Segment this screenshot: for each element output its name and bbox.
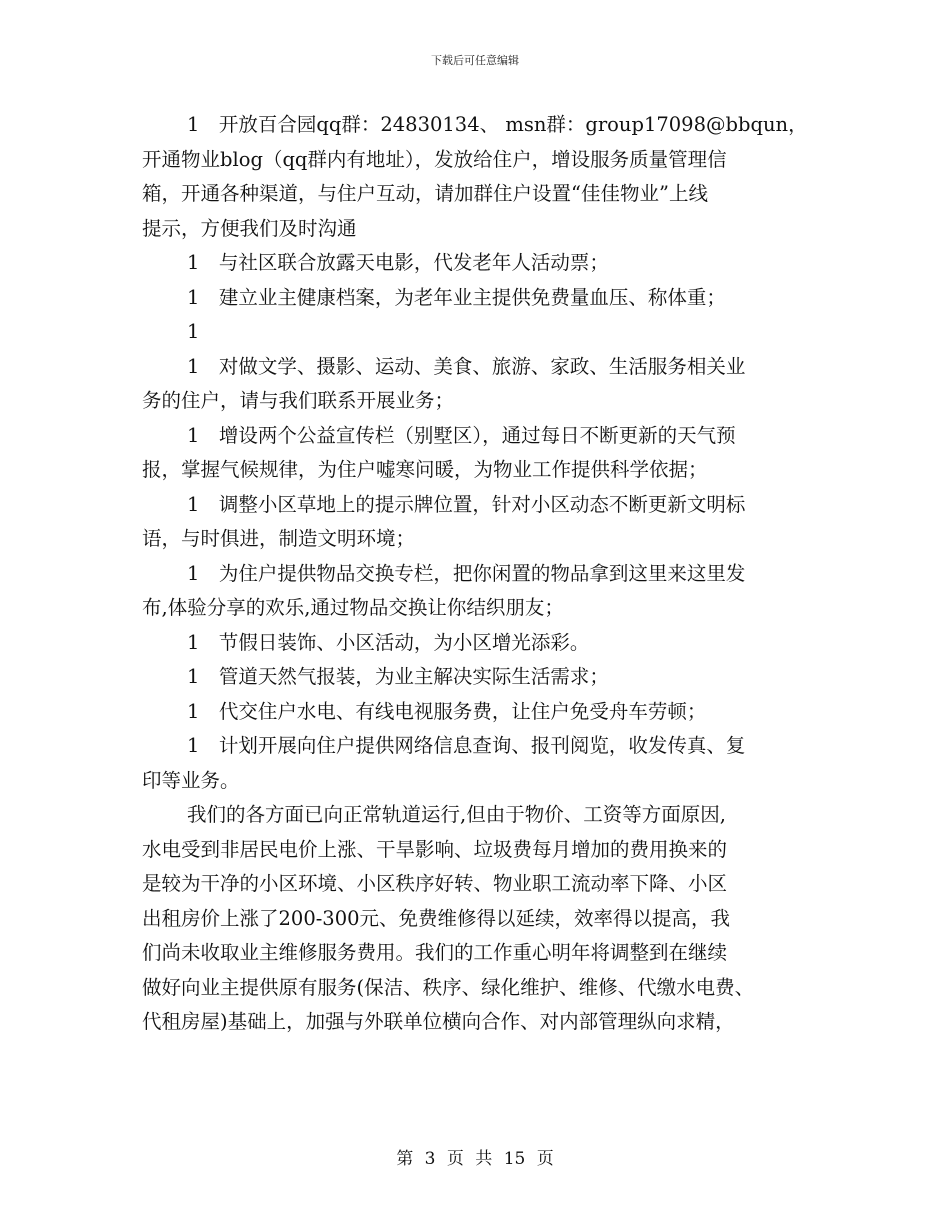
text-line: 报，掌握气候规律，为住户嘘寒问暖，为物业工作提供科学依据；: [142, 458, 708, 481]
text-line: 1: [187, 320, 200, 343]
text-line: 1 节假日装饰、小区活动，为小区增光添彩。: [187, 630, 590, 654]
text-line: 出租房价上涨了200-300元、免费维修得以延续，效率得以提高，我: [142, 906, 731, 930]
text-line: 1 调整小区草地上的提示牌位置，针对小区动态不断更新文明标: [187, 492, 746, 516]
text-line: 务的住户，请与我们联系开展业务；: [142, 389, 455, 412]
paragraph-12: [142, 729, 814, 798]
paragraph-1: [142, 108, 814, 246]
text-line: 开通物业blog（qq群内有地址），发放给住户，增设服务质量管理信: [142, 147, 727, 171]
paragraph-2: [142, 246, 814, 281]
page-header: 下载后可任意编辑: [431, 54, 519, 67]
paragraph-13: [142, 798, 814, 1040]
text-line: 1 对做文学、摄影、运动、美食、旅游、家政、生活服务相关业: [187, 354, 746, 378]
paragraph-6: [142, 419, 814, 488]
paragraph-3: [142, 281, 814, 316]
text-line: 代租房屋)基础上，加强与外联单位横向合作、对内部管理纵向求精，: [142, 1010, 735, 1033]
text-line: 提示，方便我们及时沟通: [142, 216, 357, 240]
text-line: 1 开放百合园qq群：24830134、 msn群：group17098@bbqun，: [187, 113, 808, 136]
text-line: 们尚未收取业主维修服务费用。我们的工作重心明年将调整到在继续: [142, 941, 728, 964]
page-footer: 第 3 页 共 15 页: [396, 1149, 554, 1169]
text-line: 是较为干净的小区环境、小区秩序好转、物业职工流动率下降、小区: [142, 872, 728, 895]
text-line: 印等业务。: [142, 768, 240, 792]
text-line: 1 为住户提供物品交换专栏，把你闲置的物品拿到这里来这里发: [187, 561, 746, 585]
text-line: 水电受到非居民电价上涨、干旱影响、垃圾费每月增加的费用换来的: [142, 837, 728, 861]
paragraph-9: [142, 626, 814, 661]
paragraph-5: [142, 350, 814, 419]
text-line: 布,体验分享的欢乐,通过物品交换让你结织朋友；: [142, 596, 564, 619]
text-line: 箱，开通各种渠道，与住户互动，请加群住户设置“佳佳物业”上线: [142, 182, 708, 205]
text-line: 1 增设两个公益宣传栏（别墅区），通过每日不断更新的天气预: [187, 423, 736, 447]
paragraph-10: [142, 660, 814, 695]
text-line: 做好向业主提供原有服务(保洁、秩序、绿化维护、维修、代缴水电费、: [142, 975, 755, 999]
paragraph-8: [142, 557, 814, 626]
text-line: 1 管道天然气报装，为业主解决实际生活需求；: [187, 665, 609, 688]
paragraph-11: [142, 695, 814, 730]
text-line: 1 代交住户水电、有线电视服务费，让住户免受舟车劳顿；: [187, 699, 707, 723]
document-body: [142, 108, 814, 1040]
paragraph-7: [142, 488, 814, 557]
text-line: 语，与时俱进，制造文明环境；: [142, 527, 416, 550]
paragraph-4: [142, 315, 814, 350]
text-line: 1 计划开展向住户提供网络信息查询、报刊阅览，收发传真、复: [187, 734, 746, 757]
text-line: 1 建立业主健康档案，为老年业主提供免费量血压、称体重；: [187, 285, 726, 309]
text-line: 我们的各方面已向正常轨道运行,但由于物价、工资等方面原因,: [187, 803, 726, 826]
text-line: 1 与社区联合放露天电影，代发老年人活动票；: [187, 251, 609, 274]
